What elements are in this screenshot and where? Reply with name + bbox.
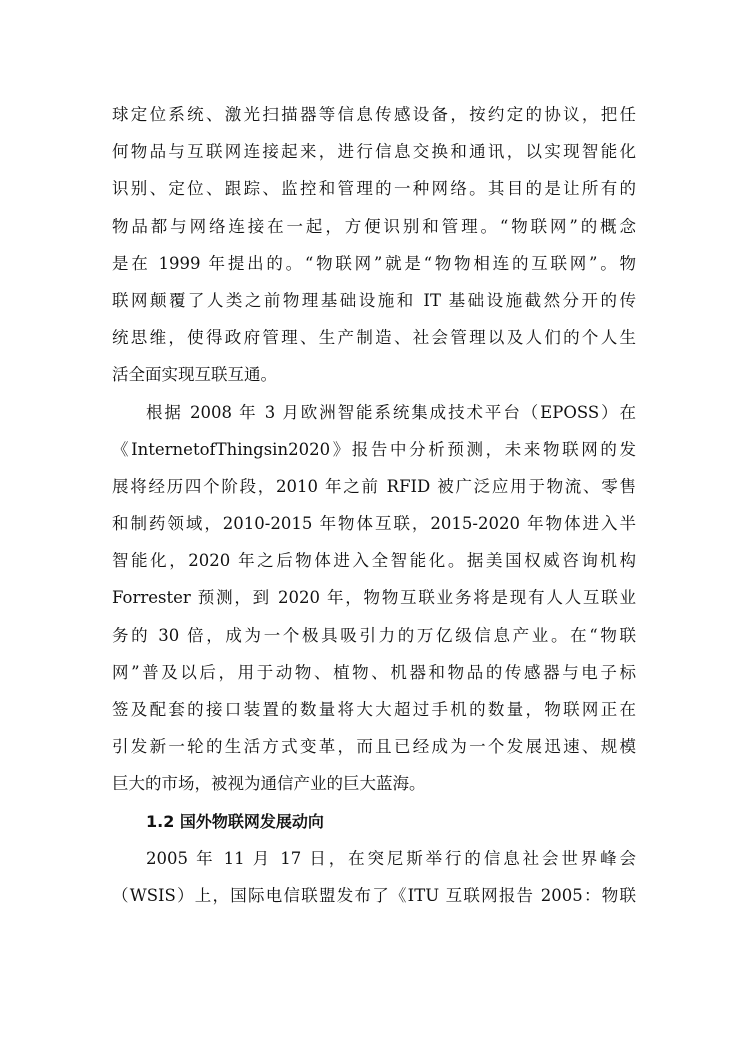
section-heading: 1.2 国外物联网发展动向 (146, 811, 324, 831)
text-line: 活全面实现互联互通。 (112, 365, 277, 385)
text-line: 签及配套的接口装置的数量将大大超过手机的数量，物联网正在 (112, 700, 636, 719)
text-line: 2005 年 11 月 17 日，在突尼斯举行的信息社会世界峰会 (146, 848, 636, 868)
paragraph-wsis (112, 840, 636, 914)
text-line: 展将经历四个阶段，2010 年之前 RFID 被广泛应用于物流、零售 (112, 476, 636, 496)
text-line: 球定位系统、激光扫描器等信息传感设备，按约定的协议，把任 (112, 105, 636, 124)
paragraph-eposs-forecast (112, 394, 636, 803)
paragraph-iot-definition (112, 96, 636, 394)
text-line: 是在 1999 年提出的。“物联网”就是“物物相连的互联网”。物 (112, 253, 636, 273)
text-line: 统思维，使得政府管理、生产制造、社会管理以及人们的个人生 (112, 328, 636, 348)
text-line: 和制药领域，2010-2015 年物体互联，2015-2020 年物体进入半 (112, 514, 636, 534)
document-page (112, 96, 636, 914)
text-line: 引发新一轮的生活方式变革，而且已经成为一个发展迅速、规模 (112, 737, 636, 757)
text-line: 联网颠覆了人类之前物理基础设施和 IT 基础设施截然分开的传 (112, 290, 636, 310)
text-line: Forrester 预测，到 2020 年，物物互联业务将是现有人人互联业 (112, 588, 636, 608)
text-line: 巨大的市场，被视为通信产业的巨大蓝海。 (112, 774, 426, 794)
text-line: 《InternetofThingsin2020》报告中分析预测，未来物联网的发 (112, 439, 636, 459)
text-line: 何物品与互联网连接起来，进行信息交换和通讯，以实现智能化 (112, 142, 636, 162)
text-line: （WSIS）上，国际电信联盟发布了《ITU 互联网报告 2005：物联 (112, 885, 636, 905)
text-line: 识别、定位、跟踪、监控和管理的一种网络。其目的是让所有的 (112, 179, 636, 199)
text-line: 智能化，2020 年之后物体进入全智能化。据美国权威咨询机构 (112, 551, 636, 571)
text-line: 根据 2008 年 3 月欧洲智能系统集成技术平台（EPOSS）在 (146, 402, 636, 422)
text-line: 物品都与网络连接在一起，方便识别和管理。“物联网”的概念 (112, 216, 636, 236)
text-line: 网”普及以后，用于动物、植物、机器和物品的传感器与电子标 (112, 662, 636, 682)
text-line: 务的 30 倍，成为一个极具吸引力的万亿级信息产业。在“物联 (112, 625, 636, 645)
